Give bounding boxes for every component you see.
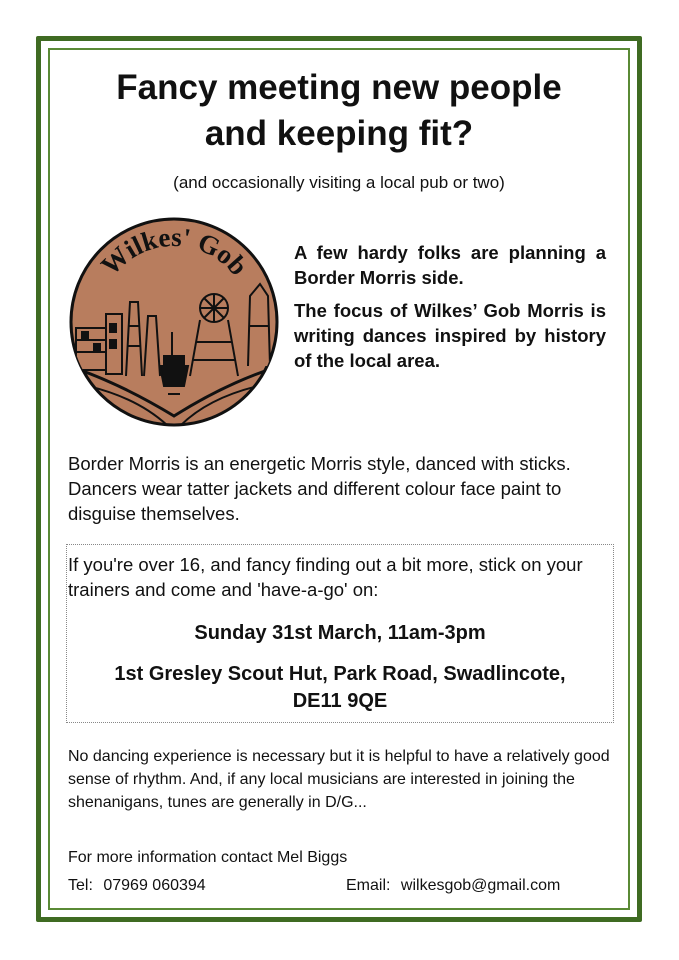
phone bbox=[68, 876, 206, 896]
wilkes-gob-logo-icon bbox=[68, 216, 280, 428]
email-label: Email: bbox=[346, 877, 391, 894]
headline-line-1: Fancy meeting new people bbox=[116, 68, 562, 107]
subtitle: (and occasionally visiting a local pub or two) bbox=[173, 173, 505, 192]
event-venue bbox=[66, 661, 614, 715]
logo-text: Wilkes' Gob bbox=[95, 221, 254, 282]
description: Border Morris is an energetic Morris style, danced with sticks. Dancers wear tatter jackets and different colour face paint to disguise themselves. bbox=[68, 453, 571, 524]
event-date: Sunday 31st March, 11am-3pm bbox=[194, 622, 486, 644]
contact-text: For more information contact Mel Biggs bbox=[68, 849, 348, 866]
headline-line-2: and keeping fit? bbox=[204, 114, 474, 153]
venue-line-2: DE11 9QE bbox=[292, 690, 388, 712]
venue-line-1: 1st Gresley Scout Hut, Park Road, Swadlincote, bbox=[114, 663, 566, 685]
email bbox=[346, 876, 560, 896]
email-address[interactable]: wilkesgob@gmail.com bbox=[400, 877, 561, 894]
event-intro: If you're over 16, and fancy finding out a bit more, stick on your trainers and come and 'have-a-go' on: bbox=[68, 554, 583, 600]
intro-para-2: The focus of Wilkes’ Gob Morris is writing dances inspired by history of the local area. bbox=[294, 300, 606, 371]
note-text: No dancing experience is necessary but it is helpful to have a relatively good sense of rhythm. And, if any local musicians are interested in joining the shenanigans, tunes are generally in D/G... bbox=[68, 748, 610, 811]
intro-text bbox=[294, 240, 606, 381]
intro-para-1: A few hardy folks are planning a Border Morris side. bbox=[294, 242, 606, 288]
phone-number[interactable]: 07969 060394 bbox=[103, 877, 206, 894]
phone-label: Tel: bbox=[68, 877, 93, 894]
